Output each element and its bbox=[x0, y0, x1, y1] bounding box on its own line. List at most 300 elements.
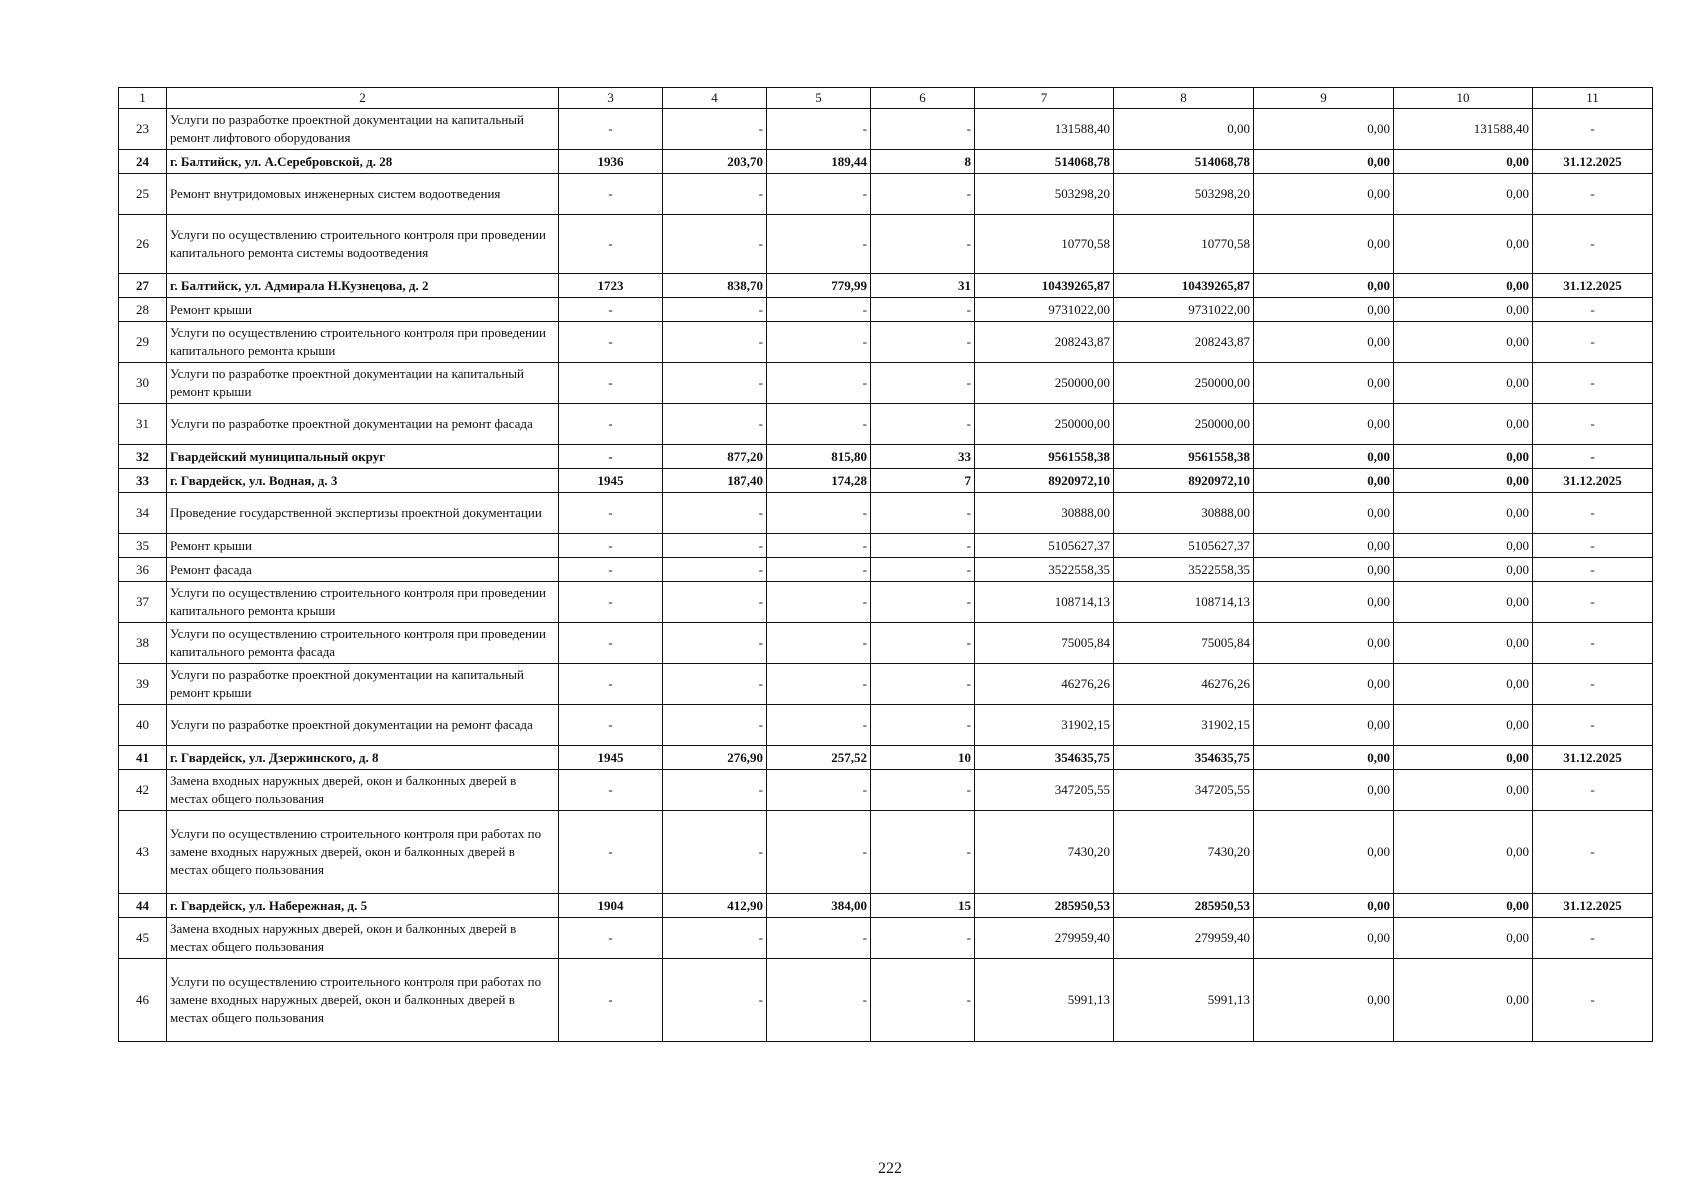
budget-cost-cell: 0,00 bbox=[1254, 445, 1394, 469]
living-area-cell: - bbox=[767, 363, 871, 404]
table-row bbox=[119, 959, 1653, 1042]
budget-cost-cell: 0,00 bbox=[1254, 746, 1394, 770]
other-cost-cell: 0,00 bbox=[1394, 705, 1533, 746]
other-cost-cell: 0,00 bbox=[1394, 664, 1533, 705]
other-cost-cell: 0,00 bbox=[1394, 445, 1533, 469]
column-header: 3 bbox=[559, 88, 663, 109]
total-cost-cell: 5105627,37 bbox=[975, 534, 1114, 558]
fund-cost-cell: 108714,13 bbox=[1114, 582, 1254, 623]
fund-cost-cell: 279959,40 bbox=[1114, 918, 1254, 959]
deadline-cell: - bbox=[1533, 493, 1653, 534]
table-row bbox=[119, 746, 1653, 770]
total-area-cell: - bbox=[663, 215, 767, 274]
budget-cost-cell: 0,00 bbox=[1254, 770, 1394, 811]
fund-cost-cell: 250000,00 bbox=[1114, 363, 1254, 404]
other-cost-cell: 0,00 bbox=[1394, 623, 1533, 664]
year-cell: - bbox=[559, 404, 663, 445]
residents-cell: - bbox=[871, 705, 975, 746]
item-name-cell: Услуги по разработке проектной документации на капитальный ремонт крыши bbox=[167, 363, 559, 404]
total-area-cell: - bbox=[663, 664, 767, 705]
total-cost-cell: 30888,00 bbox=[975, 493, 1114, 534]
row-number-cell: 38 bbox=[119, 623, 167, 664]
budget-cost-cell: 0,00 bbox=[1254, 322, 1394, 363]
column-header: 5 bbox=[767, 88, 871, 109]
fund-cost-cell: 75005,84 bbox=[1114, 623, 1254, 664]
residents-cell: - bbox=[871, 363, 975, 404]
budget-cost-cell: 0,00 bbox=[1254, 174, 1394, 215]
deadline-cell: 31.12.2025 bbox=[1533, 150, 1653, 174]
deadline-cell: - bbox=[1533, 215, 1653, 274]
other-cost-cell: 0,00 bbox=[1394, 534, 1533, 558]
year-cell: - bbox=[559, 918, 663, 959]
living-area-cell: - bbox=[767, 322, 871, 363]
fund-cost-cell: 514068,78 bbox=[1114, 150, 1254, 174]
fund-cost-cell: 30888,00 bbox=[1114, 493, 1254, 534]
residents-cell: - bbox=[871, 404, 975, 445]
total-cost-cell: 208243,87 bbox=[975, 322, 1114, 363]
year-cell: - bbox=[559, 445, 663, 469]
table-row bbox=[119, 174, 1653, 215]
row-number-cell: 40 bbox=[119, 705, 167, 746]
table-row bbox=[119, 705, 1653, 746]
other-cost-cell: 0,00 bbox=[1394, 558, 1533, 582]
year-cell: - bbox=[559, 558, 663, 582]
living-area-cell: - bbox=[767, 404, 871, 445]
year-cell: 1904 bbox=[559, 894, 663, 918]
budget-cost-cell: 0,00 bbox=[1254, 664, 1394, 705]
table-row bbox=[119, 894, 1653, 918]
deadline-cell: 31.12.2025 bbox=[1533, 274, 1653, 298]
other-cost-cell: 0,00 bbox=[1394, 959, 1533, 1042]
table-row bbox=[119, 493, 1653, 534]
column-header: 11 bbox=[1533, 88, 1653, 109]
deadline-cell: - bbox=[1533, 705, 1653, 746]
year-cell: - bbox=[559, 811, 663, 894]
item-name-cell: Услуги по осуществлению строительного контроля при проведении капитального ремонта крыши bbox=[167, 322, 559, 363]
table-row bbox=[119, 445, 1653, 469]
deadline-cell: - bbox=[1533, 298, 1653, 322]
living-area-cell: - bbox=[767, 623, 871, 664]
total-cost-cell: 9561558,38 bbox=[975, 445, 1114, 469]
year-cell: 1936 bbox=[559, 150, 663, 174]
item-name-cell: Замена входных наружных дверей, окон и балконных дверей в местах общего пользования bbox=[167, 918, 559, 959]
budget-cost-cell: 0,00 bbox=[1254, 811, 1394, 894]
living-area-cell: - bbox=[767, 959, 871, 1042]
residents-cell: - bbox=[871, 623, 975, 664]
budget-cost-cell: 0,00 bbox=[1254, 404, 1394, 445]
total-area-cell: - bbox=[663, 298, 767, 322]
budget-cost-cell: 0,00 bbox=[1254, 534, 1394, 558]
total-cost-cell: 131588,40 bbox=[975, 109, 1114, 150]
deadline-cell: - bbox=[1533, 918, 1653, 959]
budget-cost-cell: 0,00 bbox=[1254, 274, 1394, 298]
year-cell: - bbox=[559, 770, 663, 811]
budget-cost-cell: 0,00 bbox=[1254, 558, 1394, 582]
fund-cost-cell: 9561558,38 bbox=[1114, 445, 1254, 469]
year-cell: - bbox=[559, 664, 663, 705]
residents-cell: 33 bbox=[871, 445, 975, 469]
deadline-cell: - bbox=[1533, 109, 1653, 150]
living-area-cell: - bbox=[767, 918, 871, 959]
residents-cell: - bbox=[871, 811, 975, 894]
item-name-cell: г. Балтийск, ул. Адмирала Н.Кузнецова, д. 2 bbox=[167, 274, 559, 298]
living-area-cell: - bbox=[767, 770, 871, 811]
item-name-cell: Услуги по осуществлению строительного контроля при проведении капитального ремонта фасада bbox=[167, 623, 559, 664]
fund-cost-cell: 3522558,35 bbox=[1114, 558, 1254, 582]
other-cost-cell: 0,00 bbox=[1394, 404, 1533, 445]
total-cost-cell: 347205,55 bbox=[975, 770, 1114, 811]
budget-cost-cell: 0,00 bbox=[1254, 215, 1394, 274]
fund-cost-cell: 354635,75 bbox=[1114, 746, 1254, 770]
item-name-cell: г. Балтийск, ул. А.Серебровской, д. 28 bbox=[167, 150, 559, 174]
budget-cost-cell: 0,00 bbox=[1254, 705, 1394, 746]
deadline-cell: - bbox=[1533, 534, 1653, 558]
row-number-cell: 23 bbox=[119, 109, 167, 150]
row-number-cell: 43 bbox=[119, 811, 167, 894]
row-number-cell: 28 bbox=[119, 298, 167, 322]
row-number-cell: 45 bbox=[119, 918, 167, 959]
row-number-cell: 31 bbox=[119, 404, 167, 445]
living-area-cell: - bbox=[767, 664, 871, 705]
total-area-cell: - bbox=[663, 558, 767, 582]
residents-cell: - bbox=[871, 109, 975, 150]
residents-cell: - bbox=[871, 770, 975, 811]
year-cell: 1945 bbox=[559, 469, 663, 493]
fund-cost-cell: 250000,00 bbox=[1114, 404, 1254, 445]
deadline-cell: - bbox=[1533, 664, 1653, 705]
row-number-cell: 41 bbox=[119, 746, 167, 770]
total-area-cell: - bbox=[663, 363, 767, 404]
residents-cell: - bbox=[871, 918, 975, 959]
total-area-cell: - bbox=[663, 174, 767, 215]
budget-cost-cell: 0,00 bbox=[1254, 894, 1394, 918]
living-area-cell: - bbox=[767, 558, 871, 582]
other-cost-cell: 0,00 bbox=[1394, 322, 1533, 363]
row-number-cell: 24 bbox=[119, 150, 167, 174]
deadline-cell: - bbox=[1533, 582, 1653, 623]
total-area-cell: 838,70 bbox=[663, 274, 767, 298]
total-cost-cell: 514068,78 bbox=[975, 150, 1114, 174]
year-cell: - bbox=[559, 493, 663, 534]
residents-cell: 8 bbox=[871, 150, 975, 174]
table-row bbox=[119, 918, 1653, 959]
year-cell: - bbox=[559, 322, 663, 363]
deadline-cell: - bbox=[1533, 770, 1653, 811]
deadline-cell: - bbox=[1533, 404, 1653, 445]
year-cell: - bbox=[559, 582, 663, 623]
living-area-cell: - bbox=[767, 215, 871, 274]
total-area-cell: 187,40 bbox=[663, 469, 767, 493]
item-name-cell: Ремонт крыши bbox=[167, 534, 559, 558]
budget-cost-cell: 0,00 bbox=[1254, 582, 1394, 623]
other-cost-cell: 0,00 bbox=[1394, 770, 1533, 811]
row-number-cell: 39 bbox=[119, 664, 167, 705]
item-name-cell: г. Гвардейск, ул. Водная, д. 3 bbox=[167, 469, 559, 493]
living-area-cell: - bbox=[767, 109, 871, 150]
total-area-cell: - bbox=[663, 493, 767, 534]
fund-cost-cell: 0,00 bbox=[1114, 109, 1254, 150]
total-cost-cell: 108714,13 bbox=[975, 582, 1114, 623]
total-cost-cell: 75005,84 bbox=[975, 623, 1114, 664]
deadline-cell: 31.12.2025 bbox=[1533, 469, 1653, 493]
budget-cost-cell: 0,00 bbox=[1254, 493, 1394, 534]
table-row bbox=[119, 664, 1653, 705]
item-name-cell: Проведение государственной экспертизы проектной документации bbox=[167, 493, 559, 534]
table-row bbox=[119, 623, 1653, 664]
other-cost-cell: 131588,40 bbox=[1394, 109, 1533, 150]
item-name-cell: Ремонт крыши bbox=[167, 298, 559, 322]
total-area-cell: 877,20 bbox=[663, 445, 767, 469]
total-area-cell: - bbox=[663, 404, 767, 445]
column-number-row bbox=[119, 88, 1653, 109]
total-cost-cell: 250000,00 bbox=[975, 404, 1114, 445]
year-cell: - bbox=[559, 109, 663, 150]
residents-cell: - bbox=[871, 174, 975, 215]
residents-cell: - bbox=[871, 493, 975, 534]
living-area-cell: 189,44 bbox=[767, 150, 871, 174]
residents-cell: 15 bbox=[871, 894, 975, 918]
deadline-cell: - bbox=[1533, 322, 1653, 363]
table-row bbox=[119, 109, 1653, 150]
table-row bbox=[119, 582, 1653, 623]
fund-cost-cell: 8920972,10 bbox=[1114, 469, 1254, 493]
other-cost-cell: 0,00 bbox=[1394, 274, 1533, 298]
table-row bbox=[119, 469, 1653, 493]
budget-cost-cell: 0,00 bbox=[1254, 150, 1394, 174]
other-cost-cell: 0,00 bbox=[1394, 582, 1533, 623]
deadline-cell: 31.12.2025 bbox=[1533, 746, 1653, 770]
fund-cost-cell: 9731022,00 bbox=[1114, 298, 1254, 322]
item-name-cell: г. Гвардейск, ул. Дзержинского, д. 8 bbox=[167, 746, 559, 770]
row-number-cell: 36 bbox=[119, 558, 167, 582]
fund-cost-cell: 5105627,37 bbox=[1114, 534, 1254, 558]
table-row bbox=[119, 558, 1653, 582]
table-row bbox=[119, 322, 1653, 363]
total-area-cell: - bbox=[663, 322, 767, 363]
capital-repair-table bbox=[118, 87, 1653, 1042]
living-area-cell: - bbox=[767, 174, 871, 215]
row-number-cell: 33 bbox=[119, 469, 167, 493]
other-cost-cell: 0,00 bbox=[1394, 469, 1533, 493]
row-number-cell: 29 bbox=[119, 322, 167, 363]
other-cost-cell: 0,00 bbox=[1394, 746, 1533, 770]
page-number: 222 bbox=[878, 1160, 902, 1177]
column-header: 7 bbox=[975, 88, 1114, 109]
fund-cost-cell: 10439265,87 bbox=[1114, 274, 1254, 298]
row-number-cell: 46 bbox=[119, 959, 167, 1042]
table-row bbox=[119, 215, 1653, 274]
year-cell: - bbox=[559, 298, 663, 322]
row-number-cell: 27 bbox=[119, 274, 167, 298]
residents-cell: - bbox=[871, 664, 975, 705]
deadline-cell: - bbox=[1533, 445, 1653, 469]
budget-cost-cell: 0,00 bbox=[1254, 623, 1394, 664]
deadline-cell: - bbox=[1533, 363, 1653, 404]
item-name-cell: Услуги по разработке проектной документации на ремонт фасада bbox=[167, 404, 559, 445]
column-header: 2 bbox=[167, 88, 559, 109]
column-header: 6 bbox=[871, 88, 975, 109]
total-area-cell: 412,90 bbox=[663, 894, 767, 918]
year-cell: - bbox=[559, 705, 663, 746]
year-cell: - bbox=[559, 215, 663, 274]
other-cost-cell: 0,00 bbox=[1394, 363, 1533, 404]
item-name-cell: Услуги по осуществлению строительного контроля при проведении капитального ремонта крыши bbox=[167, 582, 559, 623]
fund-cost-cell: 7430,20 bbox=[1114, 811, 1254, 894]
total-area-cell: - bbox=[663, 770, 767, 811]
row-number-cell: 35 bbox=[119, 534, 167, 558]
living-area-cell: - bbox=[767, 298, 871, 322]
table-row bbox=[119, 811, 1653, 894]
fund-cost-cell: 31902,15 bbox=[1114, 705, 1254, 746]
living-area-cell: 815,80 bbox=[767, 445, 871, 469]
living-area-cell: 384,00 bbox=[767, 894, 871, 918]
row-number-cell: 30 bbox=[119, 363, 167, 404]
row-number-cell: 44 bbox=[119, 894, 167, 918]
item-name-cell: Услуги по осуществлению строительного контроля при работах по замене входных наружных дверей, окон и балконных дверей в местах общего пользования bbox=[167, 959, 559, 1042]
table-row bbox=[119, 274, 1653, 298]
year-cell: - bbox=[559, 959, 663, 1042]
deadline-cell: - bbox=[1533, 811, 1653, 894]
item-name-cell: Ремонт внутридомовых инженерных систем водоотведения bbox=[167, 174, 559, 215]
budget-cost-cell: 0,00 bbox=[1254, 109, 1394, 150]
fund-cost-cell: 10770,58 bbox=[1114, 215, 1254, 274]
year-cell: - bbox=[559, 363, 663, 404]
residents-cell: 31 bbox=[871, 274, 975, 298]
budget-cost-cell: 0,00 bbox=[1254, 918, 1394, 959]
total-area-cell: - bbox=[663, 582, 767, 623]
fund-cost-cell: 46276,26 bbox=[1114, 664, 1254, 705]
total-cost-cell: 3522558,35 bbox=[975, 558, 1114, 582]
residents-cell: - bbox=[871, 534, 975, 558]
year-cell: 1723 bbox=[559, 274, 663, 298]
item-name-cell: Гвардейский муниципальный округ bbox=[167, 445, 559, 469]
row-number-cell: 25 bbox=[119, 174, 167, 215]
total-area-cell: 276,90 bbox=[663, 746, 767, 770]
living-area-cell: - bbox=[767, 582, 871, 623]
total-cost-cell: 7430,20 bbox=[975, 811, 1114, 894]
item-name-cell: Услуги по осуществлению строительного контроля при проведении капитального ремонта системы водоотведения bbox=[167, 215, 559, 274]
other-cost-cell: 0,00 bbox=[1394, 215, 1533, 274]
budget-cost-cell: 0,00 bbox=[1254, 298, 1394, 322]
table-row bbox=[119, 363, 1653, 404]
other-cost-cell: 0,00 bbox=[1394, 150, 1533, 174]
fund-cost-cell: 285950,53 bbox=[1114, 894, 1254, 918]
total-cost-cell: 279959,40 bbox=[975, 918, 1114, 959]
total-area-cell: - bbox=[663, 705, 767, 746]
year-cell: 1945 bbox=[559, 746, 663, 770]
total-area-cell: - bbox=[663, 918, 767, 959]
residents-cell: - bbox=[871, 582, 975, 623]
column-header: 10 bbox=[1394, 88, 1533, 109]
deadline-cell: - bbox=[1533, 959, 1653, 1042]
total-area-cell: - bbox=[663, 534, 767, 558]
total-cost-cell: 354635,75 bbox=[975, 746, 1114, 770]
budget-cost-cell: 0,00 bbox=[1254, 959, 1394, 1042]
item-name-cell: Услуги по разработке проектной документации на капитальный ремонт крыши bbox=[167, 664, 559, 705]
total-cost-cell: 9731022,00 bbox=[975, 298, 1114, 322]
residents-cell: 7 bbox=[871, 469, 975, 493]
budget-cost-cell: 0,00 bbox=[1254, 469, 1394, 493]
column-header: 9 bbox=[1254, 88, 1394, 109]
budget-cost-cell: 0,00 bbox=[1254, 363, 1394, 404]
total-area-cell: - bbox=[663, 959, 767, 1042]
other-cost-cell: 0,00 bbox=[1394, 493, 1533, 534]
table-body bbox=[119, 109, 1653, 1042]
row-number-cell: 42 bbox=[119, 770, 167, 811]
total-cost-cell: 10439265,87 bbox=[975, 274, 1114, 298]
row-number-cell: 26 bbox=[119, 215, 167, 274]
row-number-cell: 34 bbox=[119, 493, 167, 534]
other-cost-cell: 0,00 bbox=[1394, 811, 1533, 894]
other-cost-cell: 0,00 bbox=[1394, 918, 1533, 959]
fund-cost-cell: 347205,55 bbox=[1114, 770, 1254, 811]
residents-cell: - bbox=[871, 558, 975, 582]
item-name-cell: Замена входных наружных дверей, окон и балконных дверей в местах общего пользования bbox=[167, 770, 559, 811]
item-name-cell: Услуги по разработке проектной документации на капитальный ремонт лифтового оборудования bbox=[167, 109, 559, 150]
year-cell: - bbox=[559, 534, 663, 558]
residents-cell: - bbox=[871, 959, 975, 1042]
total-cost-cell: 31902,15 bbox=[975, 705, 1114, 746]
living-area-cell: - bbox=[767, 811, 871, 894]
column-header: 1 bbox=[119, 88, 167, 109]
item-name-cell: Услуги по осуществлению строительного контроля при работах по замене входных наружных дверей, окон и балконных дверей в местах общего пользования bbox=[167, 811, 559, 894]
item-name-cell: Ремонт фасада bbox=[167, 558, 559, 582]
table-row bbox=[119, 298, 1653, 322]
total-area-cell: - bbox=[663, 109, 767, 150]
total-area-cell: - bbox=[663, 811, 767, 894]
total-cost-cell: 10770,58 bbox=[975, 215, 1114, 274]
table-row bbox=[119, 404, 1653, 445]
table-row bbox=[119, 770, 1653, 811]
living-area-cell: 779,99 bbox=[767, 274, 871, 298]
deadline-cell: - bbox=[1533, 623, 1653, 664]
total-cost-cell: 5991,13 bbox=[975, 959, 1114, 1042]
living-area-cell: - bbox=[767, 493, 871, 534]
total-cost-cell: 503298,20 bbox=[975, 174, 1114, 215]
total-area-cell: - bbox=[663, 623, 767, 664]
other-cost-cell: 0,00 bbox=[1394, 298, 1533, 322]
residents-cell: 10 bbox=[871, 746, 975, 770]
table-row bbox=[119, 534, 1653, 558]
row-number-cell: 37 bbox=[119, 582, 167, 623]
living-area-cell: 257,52 bbox=[767, 746, 871, 770]
other-cost-cell: 0,00 bbox=[1394, 894, 1533, 918]
living-area-cell: 174,28 bbox=[767, 469, 871, 493]
total-cost-cell: 250000,00 bbox=[975, 363, 1114, 404]
fund-cost-cell: 208243,87 bbox=[1114, 322, 1254, 363]
total-cost-cell: 46276,26 bbox=[975, 664, 1114, 705]
residents-cell: - bbox=[871, 322, 975, 363]
deadline-cell: - bbox=[1533, 174, 1653, 215]
item-name-cell: Услуги по разработке проектной документации на ремонт фасада bbox=[167, 705, 559, 746]
deadline-cell: 31.12.2025 bbox=[1533, 894, 1653, 918]
table-row bbox=[119, 150, 1653, 174]
column-header: 4 bbox=[663, 88, 767, 109]
living-area-cell: - bbox=[767, 705, 871, 746]
deadline-cell: - bbox=[1533, 558, 1653, 582]
residents-cell: - bbox=[871, 298, 975, 322]
row-number-cell: 32 bbox=[119, 445, 167, 469]
fund-cost-cell: 5991,13 bbox=[1114, 959, 1254, 1042]
living-area-cell: - bbox=[767, 534, 871, 558]
year-cell: - bbox=[559, 174, 663, 215]
other-cost-cell: 0,00 bbox=[1394, 174, 1533, 215]
total-cost-cell: 8920972,10 bbox=[975, 469, 1114, 493]
total-area-cell: 203,70 bbox=[663, 150, 767, 174]
residents-cell: - bbox=[871, 215, 975, 274]
year-cell: - bbox=[559, 623, 663, 664]
item-name-cell: г. Гвардейск, ул. Набережная, д. 5 bbox=[167, 894, 559, 918]
